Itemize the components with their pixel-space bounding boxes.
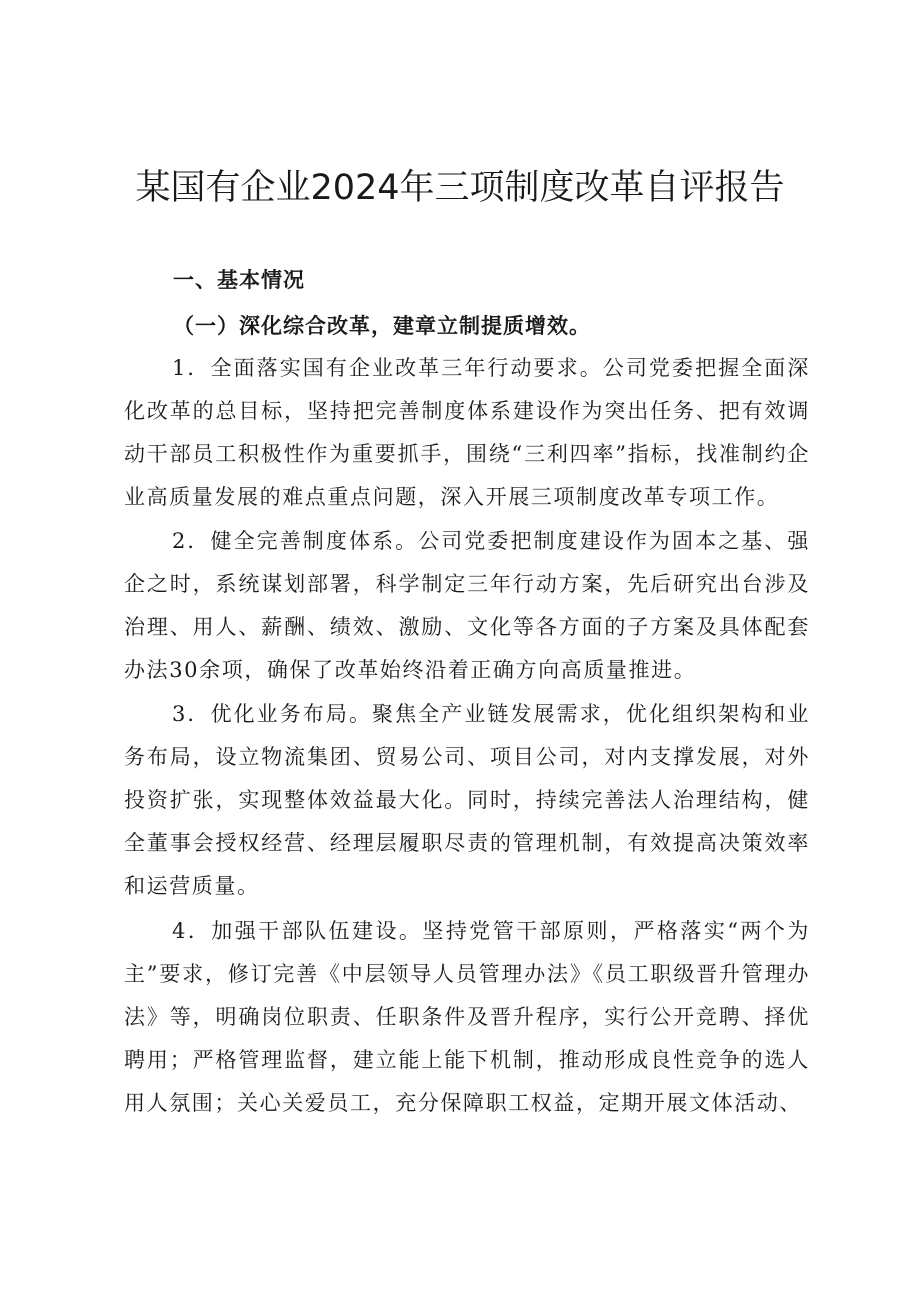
section-heading: 一、基本情况: [173, 268, 305, 292]
paragraph: 3．优化业务布局。聚焦全产业链发展需求，优化组织架构和业务布局，设立物流集团、贸易公司、项目公司，对内支撑发展，对外投资扩张，实现整体效益最大化。同时，持续完善法人治理结构，健全董事会授权经营、经理层履职尽责的管理机制，有效提高决策效率和运营质量。: [124, 702, 810, 898]
paragraph: 4．加强干部队伍建设。坚持党管干部原则，严格落实“两个为主”要求，修订完善《中层领导人员管理办法》《员工职级晋升管理办法》等，明确岗位职责、任职条件及晋升程序，实行公开竞聘、择优聘用；严格管理监督，建立能上能下机制，推动形成良性竞争的选人用人氛围；关心关爱员工，充分保障职工权益，定期开展文体活动、: [124, 919, 810, 1115]
paragraph: 2．健全完善制度体系。公司党委把制度建设作为固本之基、强企之时，系统谋划部署，科学制定三年行动方案，先后研究出台涉及治理、用人、薪酬、绩效、激励、文化等各方面的子方案及具体配套办法30余项，确保了改革始终沿着正确方向高质量推进。: [124, 529, 810, 682]
paragraph: 1．全面落实国有企业改革三年行动要求。公司党委把握全面深化改革的总目标，坚持把完善制度体系建设作为突出任务、把有效调动干部员工积极性作为重要抓手，围绕“三利四率”指标，找准制约企业高质量发展的难点重点问题，深入开展三项制度改革专项工作。: [124, 356, 810, 509]
subsection-heading: （一）深化综合改革，建章立制提质增效。: [173, 313, 591, 338]
document-title: 某国有企业2024年三项制度改革自评报告: [135, 168, 785, 208]
